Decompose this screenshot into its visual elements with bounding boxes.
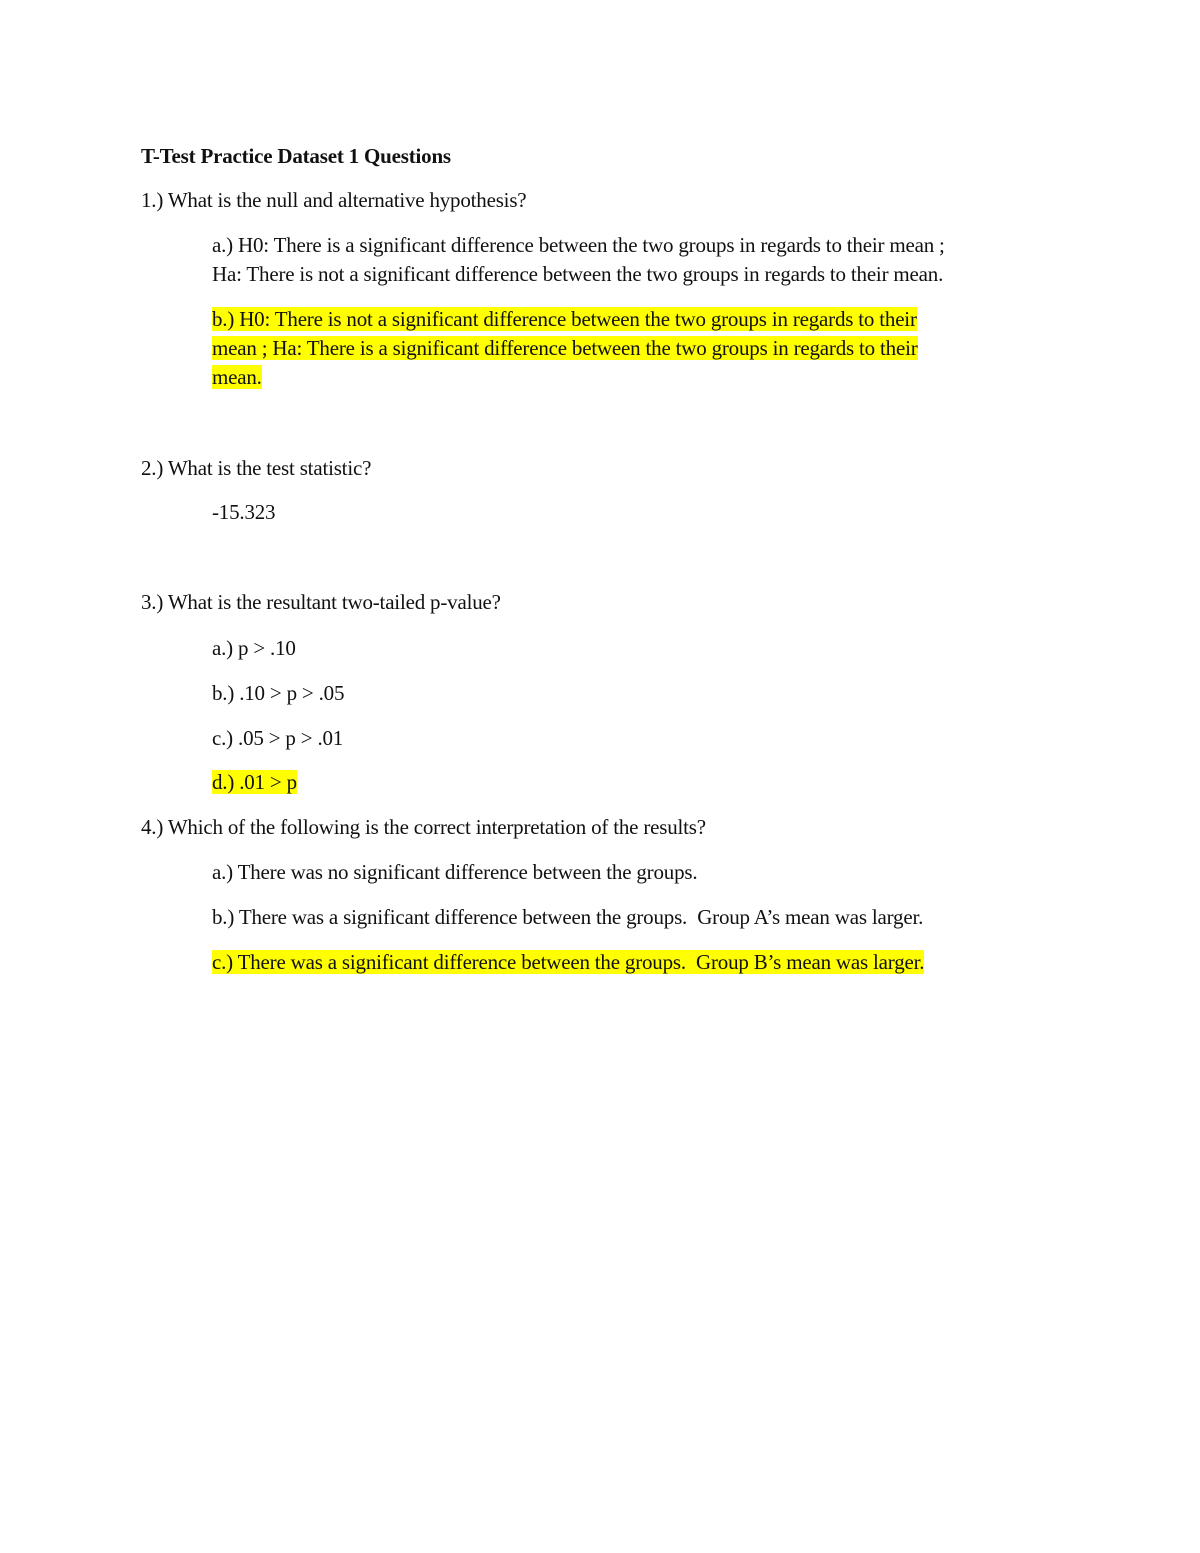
q4-option-a: a.) There was no significant difference between the groups. [212, 860, 698, 884]
question-1: 1.) What is the null and alternative hypothesis? [141, 188, 527, 212]
q3-option-c: c.) .05 > p > .01 [212, 726, 344, 750]
q4-option-c-highlighted: c.) There was a significant difference between the groups. Group B’s mean was larger. [212, 950, 925, 974]
q1-option-a-line1: a.) H0: There is a significant difference between the two groups in regards to their mean ; [212, 233, 945, 257]
q2-answer: -15.323 [212, 500, 276, 524]
q3-option-b: b.) .10 > p > .05 [212, 681, 345, 705]
q4-option-b: b.) There was a significant difference between the groups. Group A’s mean was larger. [212, 905, 924, 929]
question-4: 4.) Which of the following is the correct interpretation of the results? [141, 815, 706, 839]
question-3: 3.) What is the resultant two-tailed p-value? [141, 590, 501, 614]
question-2: 2.) What is the test statistic? [141, 456, 372, 480]
q3-option-d-highlighted: d.) .01 > p [212, 770, 297, 794]
q1-option-b-line1-highlighted: b.) H0: There is not a significant difference between the two groups in regards to their [212, 307, 917, 331]
q1-option-a-line2: Ha: There is not a significant difference between the two groups in regards to their mean. [212, 262, 944, 286]
q3-option-a: a.) p > .10 [212, 636, 296, 660]
document-title: T-Test Practice Dataset 1 Questions [141, 144, 451, 168]
q1-option-b-line3-highlighted: mean. [212, 365, 262, 389]
q1-option-b-line2-highlighted: mean ; Ha: There is a significant difference between the two groups in regards to their [212, 336, 918, 360]
